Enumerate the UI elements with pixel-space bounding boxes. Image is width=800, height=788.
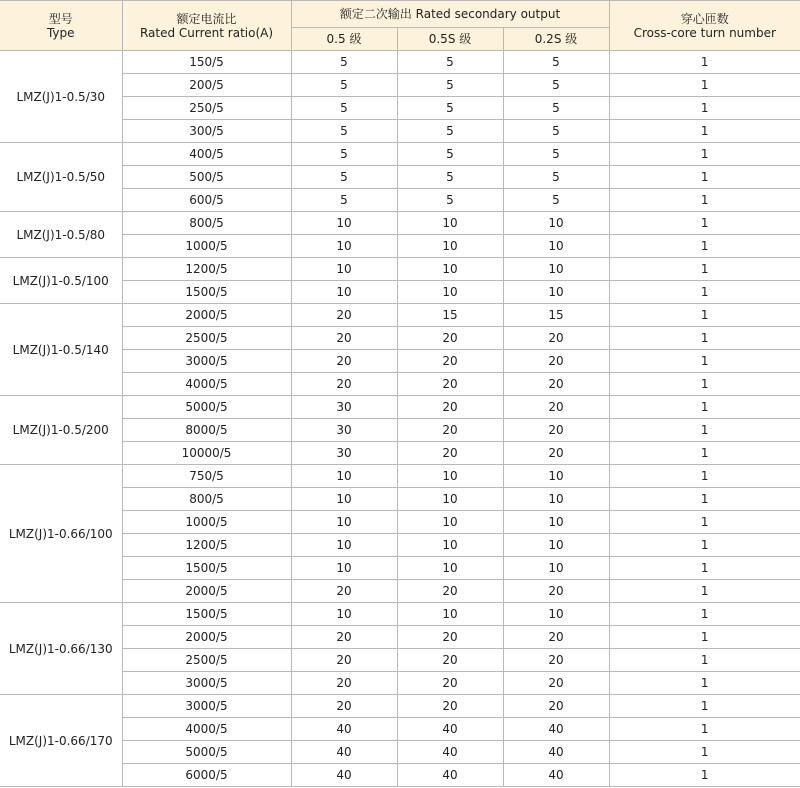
turns-cell: 1 xyxy=(609,603,800,626)
output-0.5-cell: 5 xyxy=(291,51,397,74)
turns-cell: 1 xyxy=(609,189,800,212)
turns-cell: 1 xyxy=(609,97,800,120)
turns-cell: 1 xyxy=(609,51,800,74)
output-0.2s-cell: 20 xyxy=(503,350,609,373)
output-0.5s-cell: 5 xyxy=(397,120,503,143)
model-cell: LMZ(J)1-0.66/170 xyxy=(0,695,122,787)
model-cell: LMZ(J)1-0.5/80 xyxy=(0,212,122,258)
output-0.2s-cell: 10 xyxy=(503,258,609,281)
ratio-cell: 1500/5 xyxy=(122,281,291,304)
output-0.2s-cell: 20 xyxy=(503,442,609,465)
ratio-cell: 250/5 xyxy=(122,97,291,120)
output-0.5-cell: 40 xyxy=(291,764,397,787)
header-ratio-zh: 额定电流比 xyxy=(176,11,237,26)
ratio-cell: 1200/5 xyxy=(122,534,291,557)
turns-cell: 1 xyxy=(609,235,800,258)
output-0.5-cell: 20 xyxy=(291,649,397,672)
turns-cell: 1 xyxy=(609,534,800,557)
turns-cell: 1 xyxy=(609,718,800,741)
output-0.2s-cell: 10 xyxy=(503,281,609,304)
output-0.5s-cell: 5 xyxy=(397,97,503,120)
output-0.2s-cell: 40 xyxy=(503,741,609,764)
output-0.2s-cell: 20 xyxy=(503,626,609,649)
output-0.5s-cell: 10 xyxy=(397,603,503,626)
output-0.2s-cell: 10 xyxy=(503,212,609,235)
model-cell: LMZ(J)1-0.5/200 xyxy=(0,396,122,465)
model-cell: LMZ(J)1-0.66/130 xyxy=(0,603,122,695)
header-class-0.5s: 0.5S 级 xyxy=(397,28,503,51)
output-0.5s-cell: 5 xyxy=(397,166,503,189)
output-0.5s-cell: 5 xyxy=(397,189,503,212)
output-0.5s-cell: 20 xyxy=(397,626,503,649)
turns-cell: 1 xyxy=(609,649,800,672)
ratio-cell: 800/5 xyxy=(122,212,291,235)
output-0.2s-cell: 10 xyxy=(503,534,609,557)
output-0.2s-cell: 20 xyxy=(503,580,609,603)
output-0.5s-cell: 20 xyxy=(397,419,503,442)
output-0.5-cell: 30 xyxy=(291,396,397,419)
output-0.2s-cell: 20 xyxy=(503,373,609,396)
header-class-0.5: 0.5 级 xyxy=(291,28,397,51)
output-0.5s-cell: 10 xyxy=(397,281,503,304)
table-row xyxy=(0,258,800,281)
header-type-en: Type xyxy=(46,25,75,40)
output-0.5-cell: 5 xyxy=(291,74,397,97)
ratio-cell: 400/5 xyxy=(122,143,291,166)
output-0.2s-cell: 5 xyxy=(503,120,609,143)
output-0.5-cell: 20 xyxy=(291,626,397,649)
ratio-cell: 3000/5 xyxy=(122,695,291,718)
header-turns-en: Cross-core turn number xyxy=(633,25,776,40)
ratio-cell: 2000/5 xyxy=(122,626,291,649)
output-0.5s-cell: 20 xyxy=(397,327,503,350)
output-0.5s-cell: 10 xyxy=(397,258,503,281)
header-class-0.2s: 0.2S 级 xyxy=(503,28,609,51)
table-header xyxy=(0,1,800,51)
output-0.5-cell: 20 xyxy=(291,304,397,327)
output-0.5-cell: 20 xyxy=(291,672,397,695)
output-0.2s-cell: 10 xyxy=(503,511,609,534)
turns-cell: 1 xyxy=(609,580,800,603)
output-0.5s-cell: 20 xyxy=(397,672,503,695)
ratio-cell: 200/5 xyxy=(122,74,291,97)
ratio-cell: 1200/5 xyxy=(122,258,291,281)
turns-cell: 1 xyxy=(609,327,800,350)
output-0.2s-cell: 10 xyxy=(503,557,609,580)
output-0.5-cell: 10 xyxy=(291,258,397,281)
ratio-cell: 150/5 xyxy=(122,51,291,74)
output-0.2s-cell: 5 xyxy=(503,166,609,189)
turns-cell: 1 xyxy=(609,695,800,718)
ratio-cell: 800/5 xyxy=(122,488,291,511)
header-type xyxy=(0,1,122,51)
output-0.5s-cell: 5 xyxy=(397,143,503,166)
output-0.5s-cell: 10 xyxy=(397,488,503,511)
output-0.2s-cell: 20 xyxy=(503,327,609,350)
model-cell: LMZ(J)1-0.5/100 xyxy=(0,258,122,304)
output-0.2s-cell: 20 xyxy=(503,419,609,442)
output-0.2s-cell: 10 xyxy=(503,488,609,511)
turns-cell: 1 xyxy=(609,258,800,281)
ratio-cell: 2500/5 xyxy=(122,649,291,672)
turns-cell: 1 xyxy=(609,350,800,373)
ratio-cell: 4000/5 xyxy=(122,373,291,396)
model-cell: LMZ(J)1-0.66/100 xyxy=(0,465,122,603)
output-0.5s-cell: 40 xyxy=(397,718,503,741)
output-0.5-cell: 5 xyxy=(291,166,397,189)
ratio-cell: 4000/5 xyxy=(122,718,291,741)
output-0.5s-cell: 20 xyxy=(397,649,503,672)
turns-cell: 1 xyxy=(609,373,800,396)
table-row xyxy=(0,143,800,166)
output-0.2s-cell: 5 xyxy=(503,97,609,120)
output-0.5-cell: 20 xyxy=(291,373,397,396)
output-0.5s-cell: 20 xyxy=(397,695,503,718)
output-0.5-cell: 10 xyxy=(291,557,397,580)
output-0.5s-cell: 10 xyxy=(397,465,503,488)
output-0.5s-cell: 10 xyxy=(397,235,503,258)
output-0.2s-cell: 10 xyxy=(503,235,609,258)
output-0.5s-cell: 15 xyxy=(397,304,503,327)
turns-cell: 1 xyxy=(609,465,800,488)
table-row xyxy=(0,465,800,488)
turns-cell: 1 xyxy=(609,741,800,764)
ratio-cell: 3000/5 xyxy=(122,672,291,695)
turns-cell: 1 xyxy=(609,212,800,235)
output-0.5-cell: 20 xyxy=(291,350,397,373)
output-0.2s-cell: 10 xyxy=(503,603,609,626)
output-0.5-cell: 5 xyxy=(291,143,397,166)
ratio-cell: 10000/5 xyxy=(122,442,291,465)
output-0.5s-cell: 10 xyxy=(397,511,503,534)
table-row xyxy=(0,212,800,235)
turns-cell: 1 xyxy=(609,120,800,143)
header-turns-zh: 穿心匝数 xyxy=(680,11,729,26)
table-row xyxy=(0,396,800,419)
turns-cell: 1 xyxy=(609,281,800,304)
model-cell: LMZ(J)1-0.5/30 xyxy=(0,51,122,143)
ratio-cell: 1500/5 xyxy=(122,557,291,580)
output-0.5-cell: 5 xyxy=(291,120,397,143)
output-0.5-cell: 30 xyxy=(291,419,397,442)
ratio-cell: 5000/5 xyxy=(122,741,291,764)
header-turns xyxy=(609,1,800,51)
output-0.5s-cell: 20 xyxy=(397,373,503,396)
output-0.5-cell: 5 xyxy=(291,189,397,212)
turns-cell: 1 xyxy=(609,626,800,649)
ratio-cell: 2500/5 xyxy=(122,327,291,350)
output-0.5-cell: 20 xyxy=(291,327,397,350)
output-0.5s-cell: 20 xyxy=(397,350,503,373)
output-0.5-cell: 40 xyxy=(291,718,397,741)
turns-cell: 1 xyxy=(609,143,800,166)
ratio-cell: 750/5 xyxy=(122,465,291,488)
ratio-cell: 1000/5 xyxy=(122,235,291,258)
output-0.5-cell: 10 xyxy=(291,511,397,534)
table-body xyxy=(0,51,800,787)
output-0.5s-cell: 10 xyxy=(397,212,503,235)
output-0.5-cell: 30 xyxy=(291,442,397,465)
turns-cell: 1 xyxy=(609,672,800,695)
output-0.2s-cell: 5 xyxy=(503,189,609,212)
output-0.5-cell: 20 xyxy=(291,580,397,603)
output-0.5-cell: 10 xyxy=(291,465,397,488)
output-0.5s-cell: 5 xyxy=(397,74,503,97)
output-0.2s-cell: 20 xyxy=(503,396,609,419)
output-0.2s-cell: 5 xyxy=(503,143,609,166)
output-0.5-cell: 10 xyxy=(291,534,397,557)
output-0.5-cell: 10 xyxy=(291,488,397,511)
model-cell: LMZ(J)1-0.5/50 xyxy=(0,143,122,212)
ratio-cell: 6000/5 xyxy=(122,764,291,787)
ratio-cell: 500/5 xyxy=(122,166,291,189)
table-row xyxy=(0,304,800,327)
output-0.5s-cell: 40 xyxy=(397,764,503,787)
output-0.2s-cell: 20 xyxy=(503,672,609,695)
ratio-cell: 2000/5 xyxy=(122,580,291,603)
output-0.5-cell: 20 xyxy=(291,695,397,718)
output-0.5-cell: 40 xyxy=(291,741,397,764)
table-row xyxy=(0,51,800,74)
table-row xyxy=(0,603,800,626)
ratio-cell: 3000/5 xyxy=(122,350,291,373)
output-0.2s-cell: 20 xyxy=(503,649,609,672)
output-0.5s-cell: 20 xyxy=(397,580,503,603)
turns-cell: 1 xyxy=(609,764,800,787)
output-0.2s-cell: 5 xyxy=(503,51,609,74)
ratio-cell: 300/5 xyxy=(122,120,291,143)
turns-cell: 1 xyxy=(609,74,800,97)
turns-cell: 1 xyxy=(609,396,800,419)
turns-cell: 1 xyxy=(609,557,800,580)
ratio-cell: 2000/5 xyxy=(122,304,291,327)
ratio-cell: 5000/5 xyxy=(122,396,291,419)
model-cell: LMZ(J)1-0.5/140 xyxy=(0,304,122,396)
output-0.5-cell: 10 xyxy=(291,281,397,304)
ratio-cell: 600/5 xyxy=(122,189,291,212)
output-0.2s-cell: 40 xyxy=(503,764,609,787)
output-0.5s-cell: 20 xyxy=(397,396,503,419)
output-0.5s-cell: 5 xyxy=(397,51,503,74)
turns-cell: 1 xyxy=(609,442,800,465)
output-0.5s-cell: 10 xyxy=(397,557,503,580)
output-0.5-cell: 5 xyxy=(291,97,397,120)
output-0.2s-cell: 20 xyxy=(503,695,609,718)
ratio-cell: 1500/5 xyxy=(122,603,291,626)
output-0.5-cell: 10 xyxy=(291,603,397,626)
turns-cell: 1 xyxy=(609,304,800,327)
turns-cell: 1 xyxy=(609,166,800,189)
turns-cell: 1 xyxy=(609,488,800,511)
ratio-cell: 1000/5 xyxy=(122,511,291,534)
output-0.2s-cell: 40 xyxy=(503,718,609,741)
output-0.5s-cell: 10 xyxy=(397,534,503,557)
turns-cell: 1 xyxy=(609,511,800,534)
header-ratio-en: Rated Current ratio(A) xyxy=(139,25,274,40)
table-row xyxy=(0,695,800,718)
header-type-zh: 型号 xyxy=(48,11,73,26)
output-0.5s-cell: 40 xyxy=(397,741,503,764)
output-0.5-cell: 10 xyxy=(291,212,397,235)
output-0.2s-cell: 15 xyxy=(503,304,609,327)
output-0.2s-cell: 10 xyxy=(503,465,609,488)
output-0.2s-cell: 5 xyxy=(503,74,609,97)
header-output: 额定二次输出 Rated secondary output xyxy=(291,1,609,28)
output-0.5-cell: 10 xyxy=(291,235,397,258)
output-0.5s-cell: 20 xyxy=(397,442,503,465)
ratio-cell: 8000/5 xyxy=(122,419,291,442)
turns-cell: 1 xyxy=(609,419,800,442)
header-ratio xyxy=(122,1,291,51)
